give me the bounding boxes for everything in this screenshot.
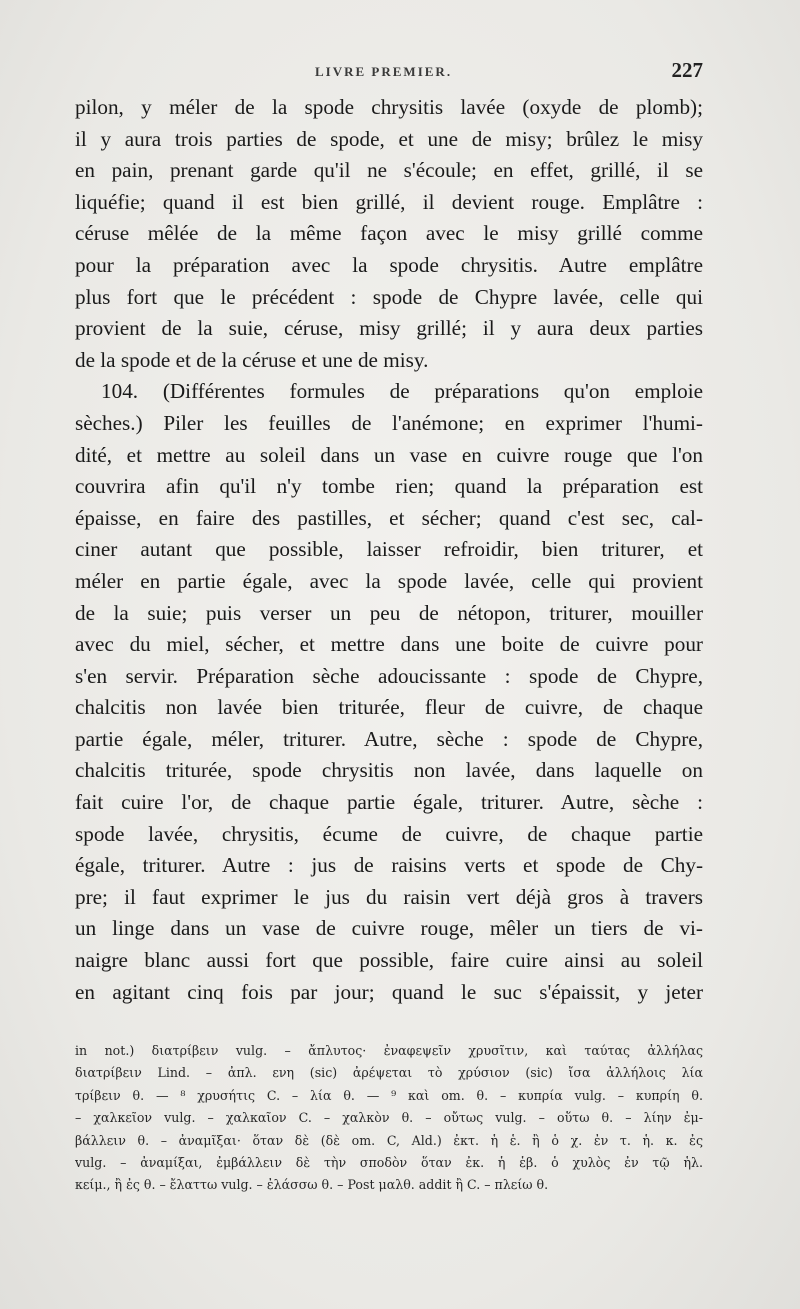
text-line: chalcitis non lavée bien triturée, fleur de cuivre, de chaque <box>75 695 703 720</box>
text-line: un linge dans un vase de cuivre rouge, mêler un tiers de vi- <box>75 916 703 941</box>
text-line: céruse mêlée de la même façon avec le misy grillé comme <box>75 221 703 246</box>
text-line: liquéfie; quand il est bien grillé, il devient rouge. Emplâtre : <box>75 189 703 214</box>
text-line: ciner autant que possible, laisser refroidir, bien triturer, et <box>75 537 703 562</box>
footnotes <box>75 1040 703 1197</box>
section-104-heading-line: 104. (Différentes formules de préparations qu'on emploie <box>101 379 703 404</box>
page-number: 227 <box>671 58 703 82</box>
text-line: pour la préparation avec la spode chrysitis. Autre emplâtre <box>75 252 703 277</box>
text-line: sèches.) Piler les feuilles de l'anémone; en exprimer l'humi- <box>75 410 703 435</box>
body-text <box>75 92 703 1008</box>
text-line: avec du miel, sécher, et mettre dans une boite de cuivre pour <box>75 632 703 657</box>
footnote-line: διατρίβειν Lind. – ἀπλ. ενη (sic) ἀρέψεται τὸ χρύσιον (sic) ἴσα ἀλλήλοις λία <box>75 1065 703 1081</box>
footnote-line: vulg. – ἀναμίξαι, ἐμβάλλειν δὲ τὴν σποδὸν ὅταν ἐκ. ἡ ἑβ. ὁ χυλὸς ἐν τῷ ἡλ. <box>75 1155 703 1171</box>
text-line: pre; il faut exprimer le jus du raisin vert déjà gros à travers <box>75 884 703 909</box>
text-line: en agitant cinq fois par jour; quand le suc s'épaissit, y jeter <box>75 979 703 1004</box>
footnote-line: – χαλκεῖον vulg. – χαλκαῖον C. – χαλκὸν θ. – οὔτως vulg. – οὕτω θ. – λίην ἐμ- <box>75 1110 703 1126</box>
footnote-line: in not.) διατρίβειν vulg. – ἄπλυτος· ἐναφεψεῖν χρυσῖτιν, καὶ ταύτας ἀλλήλας <box>75 1043 703 1058</box>
text-line: épaisse, en faire des pastilles, et sécher; quand c'est sec, cal- <box>75 505 703 530</box>
text-line: plus fort que le précédent : spode de Chypre lavée, celle qui <box>75 284 703 309</box>
text-line: pilon, y méler de la spode chrysitis lavée (oxyde de plomb); <box>75 95 703 119</box>
text-line: méler en partie égale, avec la spode lavée, celle qui provient <box>75 568 703 593</box>
text-line: couvrira afin qu'il n'y tombe rien; quand la préparation est <box>75 474 703 499</box>
text-line: chalcitis triturée, spode chrysitis non lavée, dans laquelle on <box>75 758 703 783</box>
text-line: spode lavée, chrysitis, écume de cuivre, de chaque partie <box>75 821 703 846</box>
footnote-line: βάλλειν θ. – ἀναμῖξαι· ὅταν δὲ (δὲ om. C, Ald.) ἐκτ. ἡ ἑ. ἢ ὁ χ. ἐν τ. ἡ. κ. ἐς <box>75 1132 703 1148</box>
text-line: fait cuire l'or, de chaque partie égale, triturer. Autre, sèche : <box>75 790 703 815</box>
page-header <box>75 58 703 88</box>
text-line: égale, triturer. Autre : jus de raisins verts et spode de Chy- <box>75 853 703 878</box>
text-line: de la suie; puis verser un peu de nétopon, triturer, mouiller <box>75 600 703 625</box>
text-line: il y aura trois parties de spode, et une de misy; brûlez le misy <box>75 126 703 151</box>
text-line: partie égale, méler, triturer. Autre, sèche : spode de Chypre, <box>75 726 703 751</box>
text-line: de la spode et de la céruse et une de misy. <box>75 347 429 372</box>
text-line: en pain, prenant garde qu'il ne s'écoule; en effet, grillé, il se <box>75 158 703 183</box>
text-line: dité, et mettre au soleil dans un vase en cuivre rouge que l'on <box>75 442 703 467</box>
footnote-line: τρίβειν θ. — ⁸ χρυσήτις C. – λία θ. — ⁹ καὶ om. θ. – κυπρία vulg. – κυπρίη θ. <box>75 1087 703 1103</box>
text-line: provient de la suie, céruse, misy grillé; il y aura deux parties <box>75 316 703 341</box>
footnote-line: κείμ., ἢ ἐς θ. – ἔλαττω vulg. – ἐλάσσω θ. – Post μαλθ. addit ἢ C. – πλείω θ. <box>75 1177 549 1193</box>
running-head: LIVRE PREMIER. <box>315 64 453 79</box>
text-line: naigre blanc aussi fort que possible, faire cuire ainsi au soleil <box>75 948 703 973</box>
text-line: s'en servir. Préparation sèche adoucissante : spode de Chypre, <box>75 663 703 688</box>
